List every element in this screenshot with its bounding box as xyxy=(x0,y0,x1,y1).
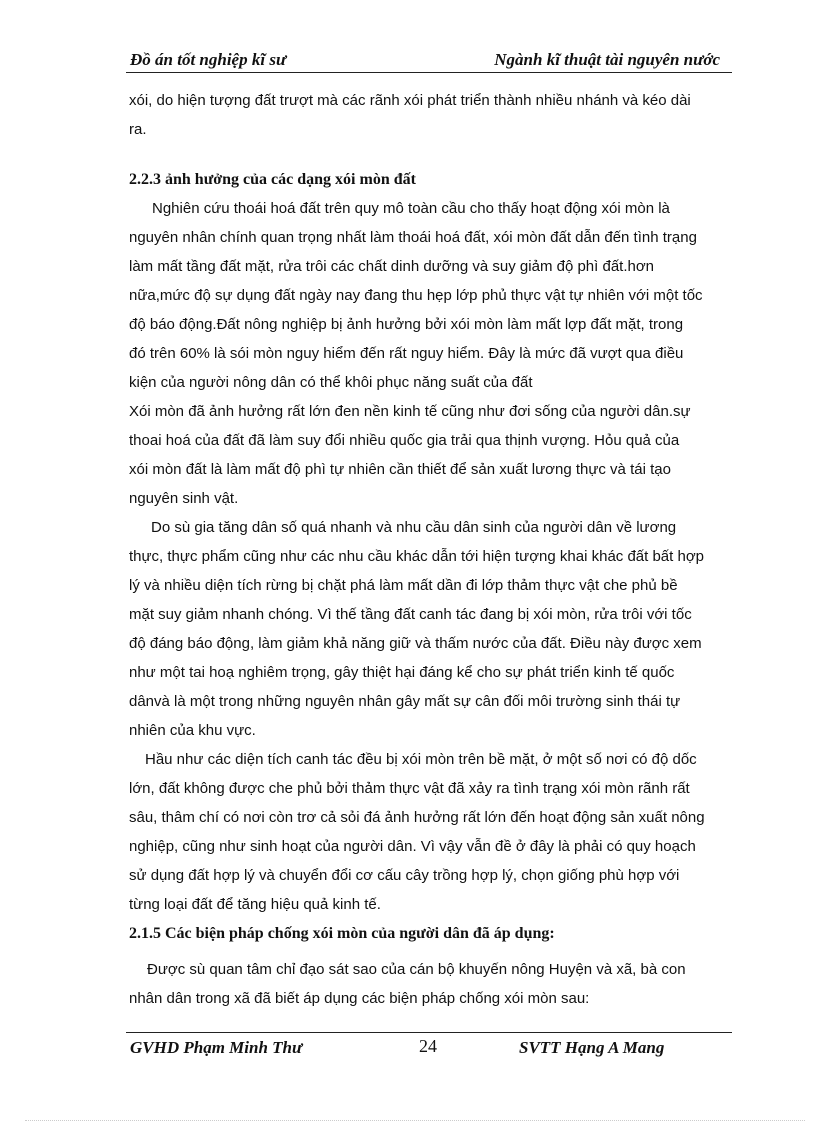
body-line: nữa,mức độ sự dụng đất ngày nay đang thu hẹp lớp phủ thực vật tự nhiên với một tốc xyxy=(129,287,703,304)
body-line: Hầu như các diện tích canh tác đều bị xói mòn trên bề mặt, ở một số nơi có độ dốc xyxy=(145,751,697,768)
section-heading-2-2-3: 2.2.3 ảnh hưởng của các dạng xói mòn đất xyxy=(129,171,416,188)
body-line: ra. xyxy=(129,121,147,138)
body-line: Được sù quan tâm chỉ đạo sát sao của cán bộ khuyến nông Huyện và xã, bà con xyxy=(147,961,686,978)
body-line: nguyên nhân chính quan trọng nhất làm thoái hoá đất, xói mòn đất dẫn đến tình trạng xyxy=(129,229,697,246)
body-line: sâu, thâm chí có nơi còn trơ cả sỏi đá ảnh hưởng rất lớn đến hoạt động sản xuất nông xyxy=(129,809,705,826)
header-thesis-title: Đồ án tốt nghiệp kĩ sư xyxy=(130,50,287,69)
body-line: lý và nhiều diện tích rừng bị chặt phá làm mất dần đi lớp thảm thực vật che phủ bề xyxy=(129,577,678,594)
body-line: làm mất tầng đất mặt, rửa trôi các chất dinh dưỡng và suy giảm độ phì đất.hơn xyxy=(129,258,655,275)
body-line: nghiệp, cũng như sinh hoạt của người dân. Vì vậy vẫn đề ở đây là phải có quy hoạch xyxy=(129,838,696,855)
body-line: kiện của người nông dân có thể khôi phục năng suất của đất xyxy=(129,374,533,391)
body-line: Xói mòn đã ảnh hưởng rất lớn đen nền kinh tế cũng như đơi sống của người dân.sự xyxy=(129,403,691,420)
body-line: từng loại đất để tăng hiệu quả kinh tế. xyxy=(129,896,381,913)
body-line: Nghiên cứu thoái hoá đất trên quy mô toàn cầu cho thấy hoạt động xói mòn là xyxy=(152,200,670,217)
body-line: sử dụng đất hợp lý và chuyển đổi cơ cấu cây trồng hợp lý, chọn giống phù hợp với xyxy=(129,867,680,884)
body-line: lớn, đất không được che phủ bởi thảm thực vật đã xảy ra tình trạng xói mòn rãnh rất xyxy=(129,780,690,797)
body-line: Do sù gia tăng dân số quá nhanh và nhu cầu dân sinh của người dân về lương xyxy=(151,519,677,536)
body-line: độ đáng báo động, làm giảm khả năng giữ và thấm nước của đất. Điều này được xem xyxy=(129,635,702,652)
body-line: nhân dân trong xã đã biết áp dụng các biện pháp chống xói mòn sau: xyxy=(129,990,590,1007)
header-major: Ngành kĩ thuật tài nguyên nước xyxy=(494,50,720,69)
body-line: nguyên sinh vật. xyxy=(129,490,239,507)
page-body xyxy=(129,86,733,1013)
page-footer xyxy=(126,1032,732,1063)
section-heading-2-1-5: 2.1.5 Các biện pháp chống xói mòn của người dân đã áp dụng: xyxy=(129,925,555,942)
body-line: đó trên 60% là sói mòn nguy hiểm đến rất nguy hiểm. Đây là mức đã vượt qua điều xyxy=(129,345,684,362)
body-line: như một tai hoạ nghiêm trọng, gây thiệt hại đáng kể cho sự phát triển kinh tế quốc xyxy=(129,664,675,681)
body-line: dânvà là một trong những nguyên nhân gây mất sự cân đối môi trường sinh thái tự xyxy=(129,693,681,710)
body-line: độ báo động.Đất nông nghiệp bị ảnh hưởng bởi xói mòn làm mất lợp đất mặt, trong xyxy=(129,316,684,333)
footer-student: SVTT Hạng A Mang xyxy=(519,1038,665,1057)
body-line: xói, do hiện tượng đất trượt mà các rãnh xói phát triển thành nhiều nhánh và kéo dài xyxy=(129,92,691,109)
body-line: xói mòn đất là làm mất độ phì tự nhiên cần thiết để sản xuất lương thực và tái tạo xyxy=(129,461,671,478)
body-line: thoai hoá của đất đã làm suy đổi nhiều quốc gia trải qua thịnh vượng. Hỏu quả của xyxy=(129,432,680,449)
footer-supervisor: GVHD Phạm Minh Thư xyxy=(130,1038,303,1057)
page-header xyxy=(126,48,732,73)
body-line: mặt suy giảm nhanh chóng. Vì thế tầng đất canh tác đang bị xói mòn, rửa trôi với tốc xyxy=(129,606,692,623)
body-line: nhiên của khu vực. xyxy=(129,722,256,739)
page-bottom-edge xyxy=(25,1120,805,1121)
page-number: 24 xyxy=(419,1036,437,1056)
body-line: thực, thực phẩm cũng như các nhu cầu khác dẫn tới hiện tượng khai khác đất bất hợp xyxy=(129,548,705,565)
